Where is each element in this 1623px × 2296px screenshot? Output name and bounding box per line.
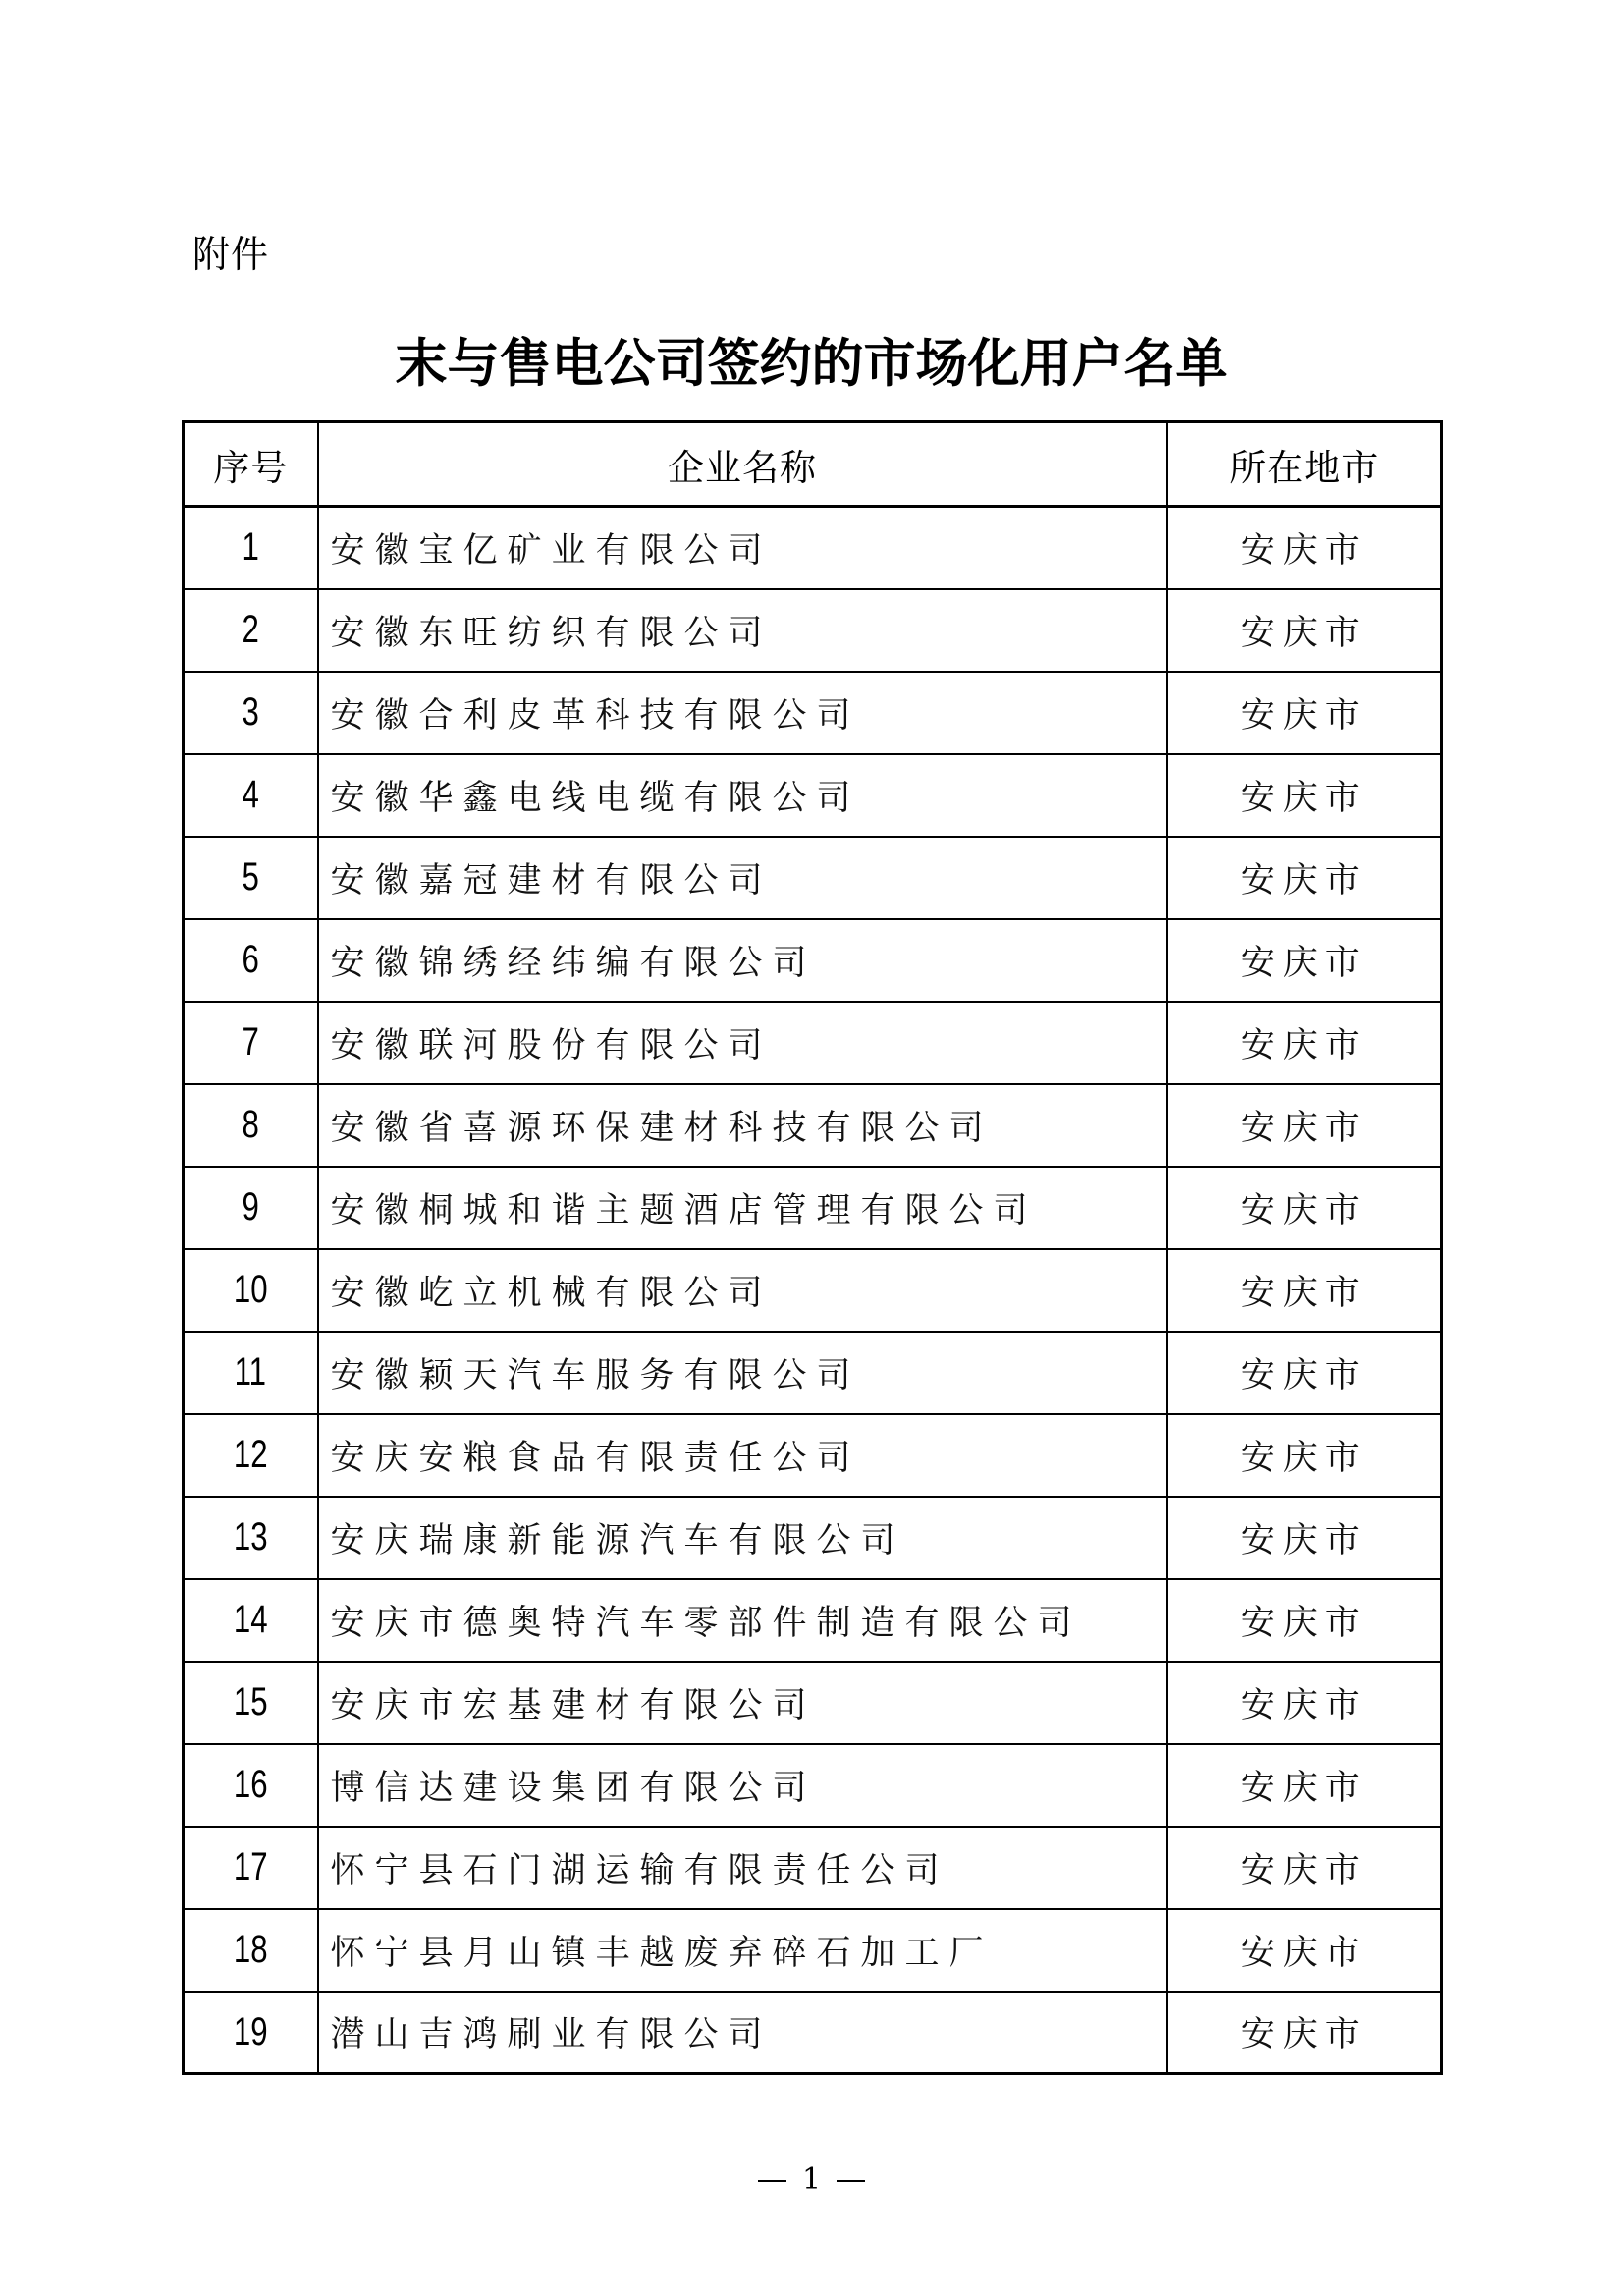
row-number [184,754,318,837]
city-name: 安庆市 [1167,919,1442,1002]
row-number [184,1662,318,1744]
company-name: 安徽嘉冠建材有限公司 [318,837,1167,919]
table-body [184,507,1442,2074]
row-number-text: 12 [233,1433,268,1476]
table-row [184,1497,1442,1579]
city-name: 安庆市 [1167,1249,1442,1332]
row-number-text: 2 [242,608,259,651]
city-name: 安庆市 [1167,1579,1442,1662]
row-number [184,589,318,672]
city-name: 安庆市 [1167,1909,1442,1992]
customer-list-table [182,420,1443,2075]
row-number [184,837,318,919]
document-title: 末与售电公司签约的市场化用户名单 [395,333,1228,394]
row-number-text: 18 [233,1928,268,1971]
table-header-row [184,422,1442,507]
column-header-no: 序号 [184,422,318,507]
row-number-text: 9 [242,1185,259,1229]
table-row [184,507,1442,589]
row-number-text: 3 [242,690,259,734]
city-name: 安庆市 [1167,1002,1442,1084]
row-number [184,1249,318,1332]
row-number-text: 6 [242,938,259,981]
table-row [184,1992,1442,2074]
company-name: 潜山吉鸿刷业有限公司 [318,1992,1167,2074]
city-name: 安庆市 [1167,754,1442,837]
row-number [184,1002,318,1084]
table-row [184,672,1442,754]
footer-dash-left [758,2180,786,2182]
row-number-text: 11 [235,1350,267,1394]
row-number-text: 19 [233,2009,268,2053]
table-row [184,589,1442,672]
company-name: 安徽省喜源环保建材科技有限公司 [318,1084,1167,1167]
city-name: 安庆市 [1167,1827,1442,1909]
row-number [184,1332,318,1414]
city-name: 安庆市 [1167,589,1442,672]
city-name: 安庆市 [1167,1992,1442,2074]
company-name: 安徽桐城和谐主题酒店管理有限公司 [318,1167,1167,1249]
company-name: 安徽锦绣经纬编有限公司 [318,919,1167,1002]
company-name: 安庆市宏基建材有限公司 [318,1662,1167,1744]
table-row [184,1414,1442,1497]
table-row [184,1002,1442,1084]
table-row [184,1249,1442,1332]
page-footer [0,2160,1623,2200]
company-name: 安徽东旺纺织有限公司 [318,589,1167,672]
column-header-city: 所在地市 [1167,422,1442,507]
row-number-text: 7 [242,1020,259,1064]
table-row [184,919,1442,1002]
row-number-text: 16 [233,1763,268,1806]
city-name: 安庆市 [1167,837,1442,919]
city-name: 安庆市 [1167,1084,1442,1167]
table-row [184,1909,1442,1992]
row-number [184,1909,318,1992]
company-name: 安徽华鑫电线电缆有限公司 [318,754,1167,837]
row-number [184,1497,318,1579]
column-header-company-name: 企业名称 [318,422,1167,507]
attachment-label: 附件 [192,233,270,276]
row-number [184,672,318,754]
company-name: 安庆安粮食品有限责任公司 [318,1414,1167,1497]
city-name: 安庆市 [1167,1167,1442,1249]
table-row [184,837,1442,919]
row-number [184,1579,318,1662]
city-name: 安庆市 [1167,1332,1442,1414]
row-number-text: 5 [242,855,259,899]
company-name: 安徽屹立机械有限公司 [318,1249,1167,1332]
company-name: 安徽颖天汽车服务有限公司 [318,1332,1167,1414]
row-number [184,1992,318,2074]
row-number [184,1167,318,1249]
row-number-text: 14 [233,1598,268,1641]
row-number [184,507,318,589]
company-name: 安徽宝亿矿业有限公司 [318,507,1167,589]
company-name: 博信达建设集团有限公司 [318,1744,1167,1827]
row-number [184,1414,318,1497]
row-number-text: 1 [242,525,259,570]
city-name: 安庆市 [1167,1497,1442,1579]
table-row [184,1084,1442,1167]
row-number [184,919,318,1002]
row-number-text: 10 [233,1268,268,1311]
company-name: 怀宁县石门湖运输有限责任公司 [318,1827,1167,1909]
company-name: 安庆市德奥特汽车零部件制造有限公司 [318,1579,1167,1662]
table-row [184,1662,1442,1744]
row-number-text: 8 [242,1103,259,1146]
table-row [184,1332,1442,1414]
company-name: 安徽合利皮革科技有限公司 [318,672,1167,754]
table-row [184,1827,1442,1909]
row-number-text: 15 [233,1680,268,1723]
city-name: 安庆市 [1167,1414,1442,1497]
row-number-text: 17 [233,1845,268,1888]
row-number [184,1084,318,1167]
row-number-text: 13 [233,1515,268,1558]
table-row [184,1744,1442,1827]
city-name: 安庆市 [1167,1744,1442,1827]
footer-dash-right [837,2180,865,2182]
city-name: 安庆市 [1167,507,1442,589]
page-number: 1 [801,2162,822,2197]
city-name: 安庆市 [1167,672,1442,754]
table-row [184,1167,1442,1249]
company-name: 安徽联河股份有限公司 [318,1002,1167,1084]
row-number-text: 4 [242,773,259,816]
table-row [184,754,1442,837]
row-number [184,1744,318,1827]
row-number [184,1827,318,1909]
table-row [184,1579,1442,1662]
company-name: 怀宁县月山镇丰越废弃碎石加工厂 [318,1909,1167,1992]
company-name: 安庆瑞康新能源汽车有限公司 [318,1497,1167,1579]
city-name: 安庆市 [1167,1662,1442,1744]
